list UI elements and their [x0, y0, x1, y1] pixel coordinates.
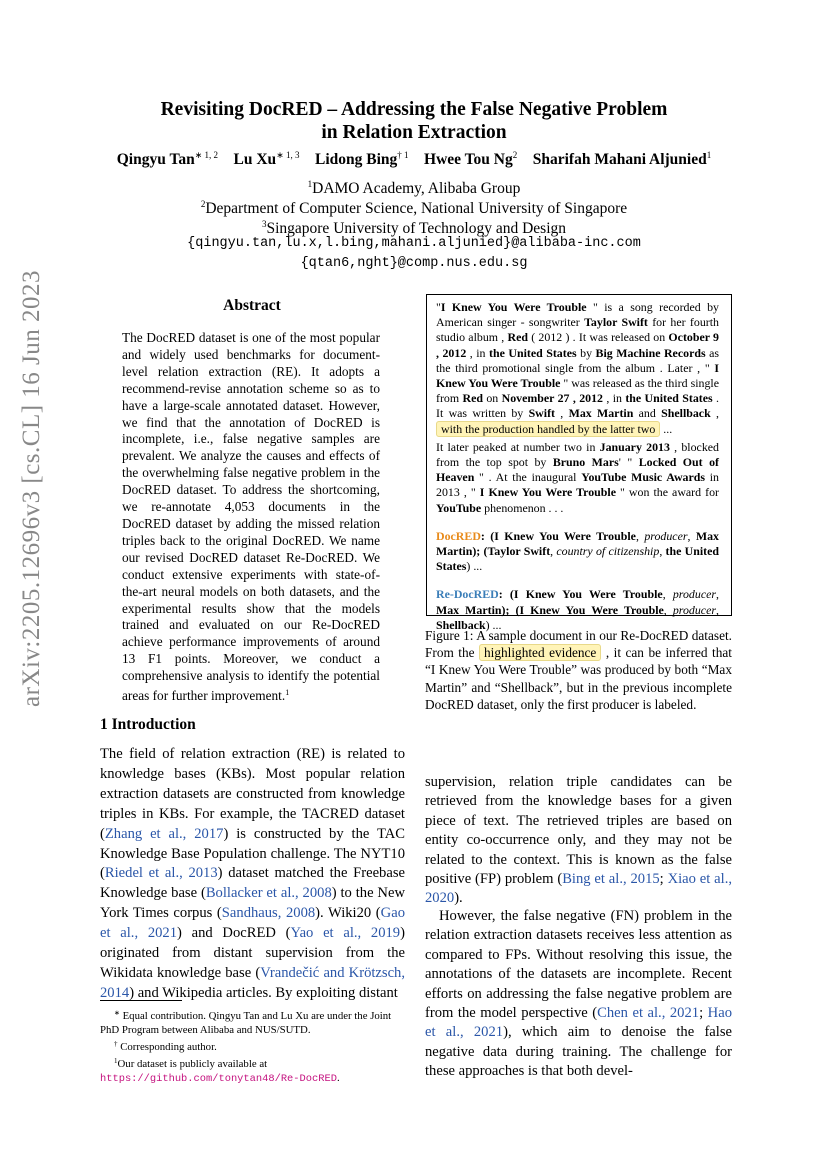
title-line-1: Revisiting DocRED – Addressing the False Negative Problem [160, 99, 668, 120]
citation-link[interactable]: Zhang et al., 2017 [104, 825, 224, 842]
docred-label: DocRED [436, 528, 481, 543]
author: Qingyu Tan$^{∗ 1, 2}$ [116, 150, 219, 168]
citation-link[interactable]: Sandhaus, 2008 [221, 905, 316, 922]
caption-highlight: highlighted evidence [479, 644, 601, 661]
figure-1-caption: Figure 1: A sample document in our Re-DocRED dataset. From the highlighted evidence , it can be inferred that “I Knew You Were Trouble” was produced by both “Max Martin” and “Shellback”, but in the previous incomplete DocRED dataset, only the first producer is labeled. [425, 628, 732, 712]
citation-link[interactable]: Chen et al., 2021 [597, 1005, 700, 1022]
figure-1-content [436, 300, 719, 633]
email-line: {qingyu.tan,lu.x,l.bing,mahani.aljunied}@alibaba-inc.com [187, 236, 641, 251]
figure-doc-text-2: It later peaked at number two in January 2013 , blocked from the top spot by Bruno Mars' " Locked Out of Heaven " . At the inaugural YouTube Music Awards in 2013 , " I Knew You Were Trouble " won the award for YouTube phenomenon . . . [436, 439, 719, 515]
footnote-dataset: $^1$Our dataset is publicly available at https://github.com/tonytan48/Re-DocRED. [100, 1057, 340, 1085]
citation-link[interactable]: Bollacker et al., 2008 [205, 885, 332, 902]
affiliation: $^3$Singapore University of Technology and Design [261, 219, 567, 237]
author-list [0, 150, 828, 169]
title-line-2: in Relation Extraction [321, 122, 507, 143]
author: Lidong Bing$^{\dagger 1}$ [314, 150, 409, 168]
affiliation: $^1$DAMO Academy, Alibaba Group [307, 179, 521, 197]
figure-doc-text: "I Knew You Were Trouble " is a song recorded by American singer - songwriter Taylor Swift for her fourth studio album , Red ( 2012 ) . It was released on October 9 , 2012 , in the United States by Big Machine Records as the third promotional single from the album . Later , " I Knew You Were Trouble " was released as the third single from Red on November 27 , 2012 , in the United States . It was written by Swift , Max Martin and Shellback , with the production handled by the latter two ... [436, 300, 720, 436]
footnote-corresponding: † Corresponding author. [114, 1040, 217, 1053]
footnotes [100, 1006, 405, 1086]
citation-link[interactable]: Gao et al., 2021 [100, 905, 405, 942]
author: Hwee Tou Ng$^2$ [424, 150, 518, 168]
docred-triples: DocRED: (I Knew You Were Trouble, producer, Max Martin); (Taylor Swift, country of citizenship, the United States) ... [436, 528, 719, 574]
author: Lu $Xu^{∗ 1, 3}$ [233, 150, 300, 168]
affiliation: $^2$Department of Computer Science, National University of Singapore [200, 199, 628, 217]
citation-link[interactable]: Vrandečić and Krötzsch, 2014 [100, 964, 405, 1001]
section-heading-introduction: 1 Introduction [100, 716, 196, 733]
right-paragraph-1: supervision, relation triple candidates can be retrieved from the knowledge bases for a given piece of text. The retrieved triples are based on entity co-occurrence only, and they may not be related to the context. This is known as the false positive (FP) problem (Bing et al., 2015; Xiao et al., 2020). [425, 774, 732, 907]
arxiv-stamp: arXiv:2205.12696v3 [cs.CL] 16 Jun 2023 [18, 269, 45, 707]
footnote-marker: 1 [285, 688, 290, 698]
right-paragraph-2: However, the false negative (FN) problem in the relation extraction datasets receives less attention as compared to FPs. Without resolving this issue, the annotations of the datasets are incomplete. Recent efforts on addressing the false negative problem are from the model perspective (Chen et al., 2021; Hao et al., 2021), which aim to denoise the false negative data during training. The challenge for these approaches is that both devel- [425, 908, 732, 1080]
email-line: {qtan6,nght}@comp.nus.edu.sg [300, 256, 528, 271]
redocred-triples: Re-DocRED: (I Knew You Were Trouble, producer, Max Martin); (I Knew You Were Trouble, producer, Shellback) ... [436, 587, 719, 632]
footnote-equal: ∗ Equal contribution. Qingyu Tan and Lu Xu are under the Joint PhD Program between Alibaba and NUS/SUTD. [100, 1009, 392, 1036]
redocred-label: Re-DocRED [436, 587, 499, 602]
github-link[interactable]: https://github.com/tonytan48/Re-DocRED [100, 1073, 337, 1085]
citation-link[interactable]: Yao et al., 2019 [290, 925, 401, 942]
citation-link[interactable]: Bing et al., 2015 [562, 871, 660, 888]
intro-paragraph: The field of relation extraction (RE) is related to knowledge bases (KBs). Most popular relation extraction datasets are constructed from knowledge triples in KBs. For example, the TACRED dataset (Zhang et al., 2017) is constructed by the TAC Knowledge Base Population challenge. The NYT10 (Riedel et al., 2013) dataset matched the Freebase Knowledge base (Bollacker et al., 2008) to the New York Times corpus (Sandhaus, 2008). Wiki20 (Gao et al., 2021) and DocRED (Yao et al., 2019) originated from distant supervision from the Wikidata knowledge base (Vrandečić and Krötzsch, 2014) and Wikipedia articles. By exploiting distant [100, 746, 406, 1001]
citation-link[interactable]: Riedel et al., 2013 [104, 865, 218, 882]
abstract-heading: Abstract [223, 297, 281, 314]
paper-title [0, 98, 828, 144]
citation-link[interactable]: Hao et al., 2021 [425, 1005, 732, 1041]
footnote-rule [100, 1000, 182, 1001]
abstract-text: The DocRED dataset is one of the most popular and widely used benchmarks for document-level relation extraction (RE). It adopts a recommend-revise annotation scheme so as to have a large-scale annotated dataset. However, we find that the annotation of DocRED is incomplete, i.e., false negative samples are prevalent. We analyze the causes and effects of the overwhelming false negative problem in the DocRED dataset. To address the shortcoming, we re-annotate 4,053 documents in the DocRED dataset by adding the missed relation triples back to the original DocRED. We name our revised DocRED dataset Re-DocRED. We conduct extensive experiments with state-of-the-art neural models on both datasets, and the experimental results show that the models trained and evaluated on our Re-DocRED achieve performance improvements of around 13 F1 points. Moreover, we conduct a comprehensive analysis to identify the potential areas for further improvement.$^1$ [122, 330, 380, 704]
highlighted-evidence: with the production handled by the latter two [436, 421, 660, 437]
citation-link[interactable]: Xiao et al., 2020 [425, 871, 732, 907]
author: Sharifah Mahani Aljunied$^1$ [532, 150, 712, 168]
